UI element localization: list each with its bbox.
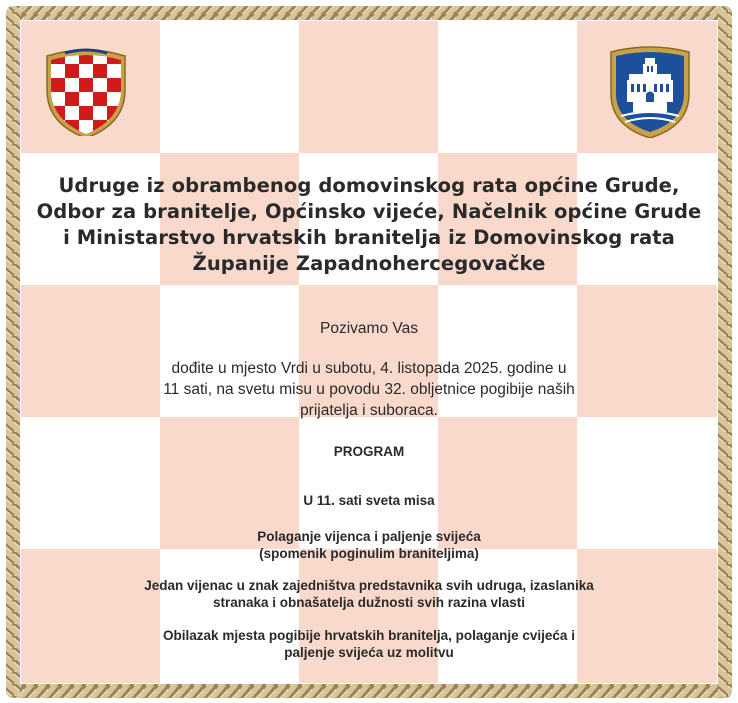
- program-line: stranaka i obnašatelja dužnosti svih razina vlasti: [212, 595, 526, 610]
- program-item-wreath: [21, 528, 717, 562]
- program-item-joint-wreath: [21, 577, 717, 611]
- organizers-line: Odbor za branitelje, Općinsko vijeće, Načelnik općine Grude: [36, 200, 702, 223]
- program-item-mass: U 11. sati sveta misa: [303, 493, 435, 508]
- invitation-line: 11 sati, na svetu misu u povodu 32. obljetnice pogibije naših: [163, 381, 575, 398]
- program-line: Obilazak mjesta pogibije hrvatskih branitelja, polaganje cvijeća i: [163, 628, 575, 643]
- invitation-greeting: Pozivamo Vas: [320, 320, 418, 337]
- organizers-line: Županije Zapadnohercegovačke: [192, 252, 546, 275]
- organizers-line: i Ministarstvo hrvatskih branitelja iz Domovinskog rata: [63, 226, 675, 249]
- program-line: (spomenik poginulim braniteljima): [259, 546, 479, 561]
- invitation-line: prijatelja i suboraca.: [300, 402, 438, 419]
- poster-text: [21, 21, 717, 683]
- program-item-visit: [21, 627, 717, 661]
- program-line: paljenje svijeća uz molitvu: [284, 645, 454, 660]
- organizers-line: Udruge iz obrambenog domovinskog rata općine Grude,: [58, 174, 680, 197]
- invitation-line: dođite u mjesto Vrdi u subotu, 4. listopada 2025. godine u: [171, 360, 567, 377]
- program-heading: PROGRAM: [333, 444, 405, 459]
- organizers-heading: [21, 173, 717, 277]
- invitation-text: [21, 358, 717, 421]
- program-line: Jedan vijenac u znak zajedništva predstavnika svih udruga, izaslanika: [144, 578, 594, 593]
- program-line: Polaganje vijenca i paljenje svijeća: [257, 529, 481, 544]
